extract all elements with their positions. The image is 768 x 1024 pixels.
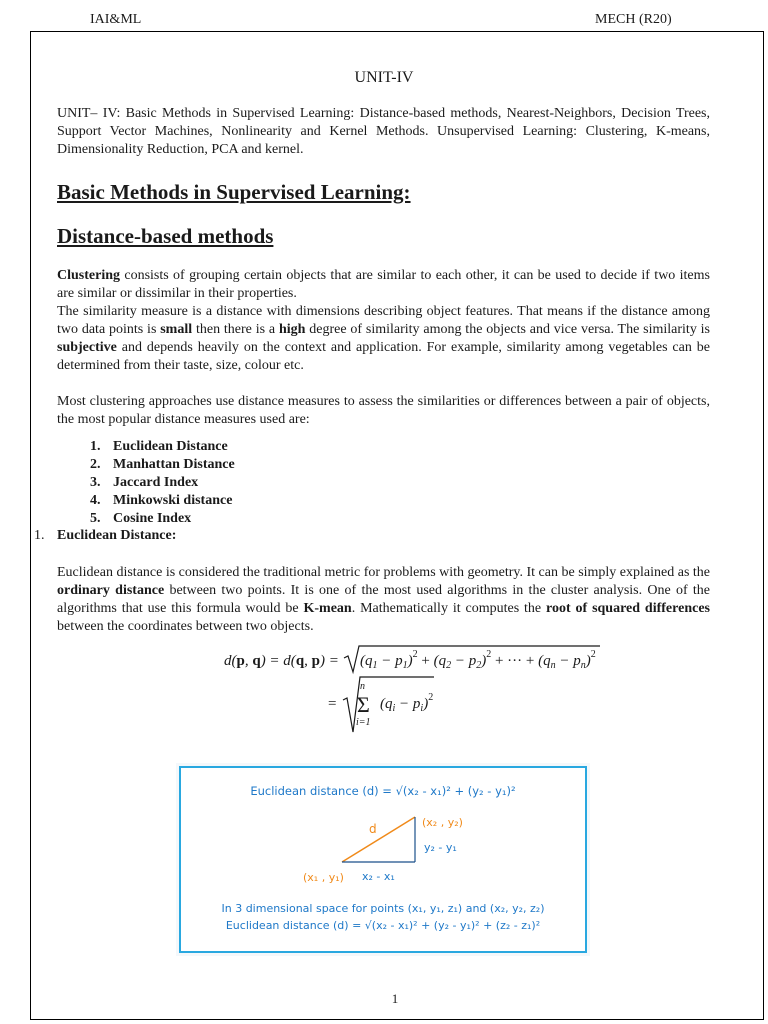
- formula-equals: =: [328, 696, 337, 712]
- subheading-euclidean: [34, 528, 176, 544]
- list-item: [90, 438, 235, 456]
- text-span: . Mathematically it computes the: [351, 601, 547, 616]
- list-item: [90, 492, 235, 510]
- list-number: 5.: [90, 511, 101, 526]
- label-point-2: (x₂ , y₂): [422, 816, 463, 829]
- list-label: Minkowski distance: [113, 493, 233, 508]
- subheading-number: 1.: [34, 528, 45, 543]
- text-span: degree of similarity among the objects and vice versa. The similarity is: [305, 322, 710, 337]
- subheading-label: Euclidean Distance:: [57, 528, 177, 543]
- heading-basic-methods: Basic Methods in Supervised Learning:: [57, 180, 411, 204]
- figure-3d-line-2: Euclidean distance (d) = √(x₂ - x₁)² + (y₂ - y₁)² + (z₂ - z₁)²: [225, 919, 541, 932]
- figure-title: Euclidean distance (d) = √(x₂ - x₁)² + (y₂ - y₁)²: [250, 784, 516, 798]
- sum-lower: i=1: [356, 717, 371, 728]
- bold-ordinary-distance: ordinary distance: [57, 583, 165, 598]
- text-span: consists of grouping certain objects that are similar to each other, it can be used to decide if two items are similar or dissimilar in their properties.: [57, 268, 710, 301]
- header-right: MECH (R20): [595, 12, 672, 27]
- sum-upper: n: [360, 681, 365, 692]
- list-item: [90, 474, 235, 492]
- bold-high: high: [278, 322, 306, 337]
- paragraph-clustering: [57, 267, 710, 375]
- text-span: then there is a: [192, 322, 279, 337]
- unit-title: UNIT-IV: [354, 69, 414, 86]
- list-item: [90, 510, 235, 528]
- text-span: and depends heavily on the context and application. For example, similarity among vegetables can be determined from their taste, size, colour etc.: [57, 340, 710, 373]
- formula-rhs-2: $(q_i - p_i)^2$: [380, 692, 434, 714]
- list-label: Jaccard Index: [113, 475, 199, 490]
- text-span: between two points. It is one of the most used algorithms in the cluster analysis. One of the algorithms that use this formula would be: [57, 583, 711, 616]
- list-number: 2.: [90, 457, 101, 472]
- list-label: Euclidean Distance: [113, 439, 228, 454]
- text-span: Euclidean distance is considered the traditional metric for problems with geometry. It can be simply explained as the: [57, 565, 710, 580]
- label-dy: y₂ - y₁: [424, 841, 457, 854]
- label-dx: x₂ - x₁: [362, 870, 395, 883]
- unit-intro: UNIT– IV: Basic Methods in Supervised Learning: Distance-based methods, Nearest-Neighbors, Decision Trees, Support Vector Machines, Nonlinearity and Kernel Methods. Unsupervised Learning: Clustering, K-means, Dimensionality Reduction, PCA and kernel.: [57, 106, 710, 157]
- heading-distance-methods: Distance-based methods: [57, 224, 274, 248]
- bold-small: small: [160, 322, 193, 337]
- bold-kmean: K-mean: [303, 601, 352, 616]
- list-label: Cosine Index: [113, 511, 192, 526]
- paragraph-euclidean: [57, 564, 710, 636]
- sigma-symbol: Σ: [357, 692, 370, 717]
- list-number: 3.: [90, 475, 101, 490]
- figure-3d-line-1: In 3 dimensional space for points (x₁, y₁, z₁) and (x₂, y₂, z₂): [221, 902, 545, 915]
- label-d: d: [369, 822, 377, 836]
- euclidean-formula: [210, 644, 610, 734]
- bold-clustering: Clustering: [57, 268, 120, 283]
- label-point-1: (x₁ , y₁): [303, 871, 344, 884]
- text-span: between the coordinates between two objects.: [57, 619, 314, 634]
- list-label: Manhattan Distance: [113, 457, 235, 472]
- euclidean-distance-figure: [176, 763, 590, 956]
- bold-subjective: subjective: [57, 340, 117, 355]
- header-left: IAI&ML: [90, 12, 142, 27]
- list-number: 1.: [90, 439, 101, 454]
- formula-lhs: d(p, q) = d(q, p) =: [224, 653, 339, 669]
- bold-root-squared: root of squared differences: [546, 601, 710, 616]
- page-number: 1: [391, 991, 399, 1006]
- list-item: [90, 456, 235, 474]
- text-span: The similarity measure is a distance with dimensions describing object features. That means if the distance among two data points is: [57, 304, 710, 337]
- paragraph-distance-measures: Most clustering approaches use distance measures to assess the similarities or differences between a pair of objects, the most popular distance measures used are:: [57, 394, 710, 427]
- formula-rhs-1: $(q_1 - p_1)^2 + (q_2 - p_2)^2$ + ··· + $(q_n - p_n)^2$: [360, 649, 596, 671]
- measures-list: [90, 438, 235, 528]
- list-number: 4.: [90, 493, 101, 508]
